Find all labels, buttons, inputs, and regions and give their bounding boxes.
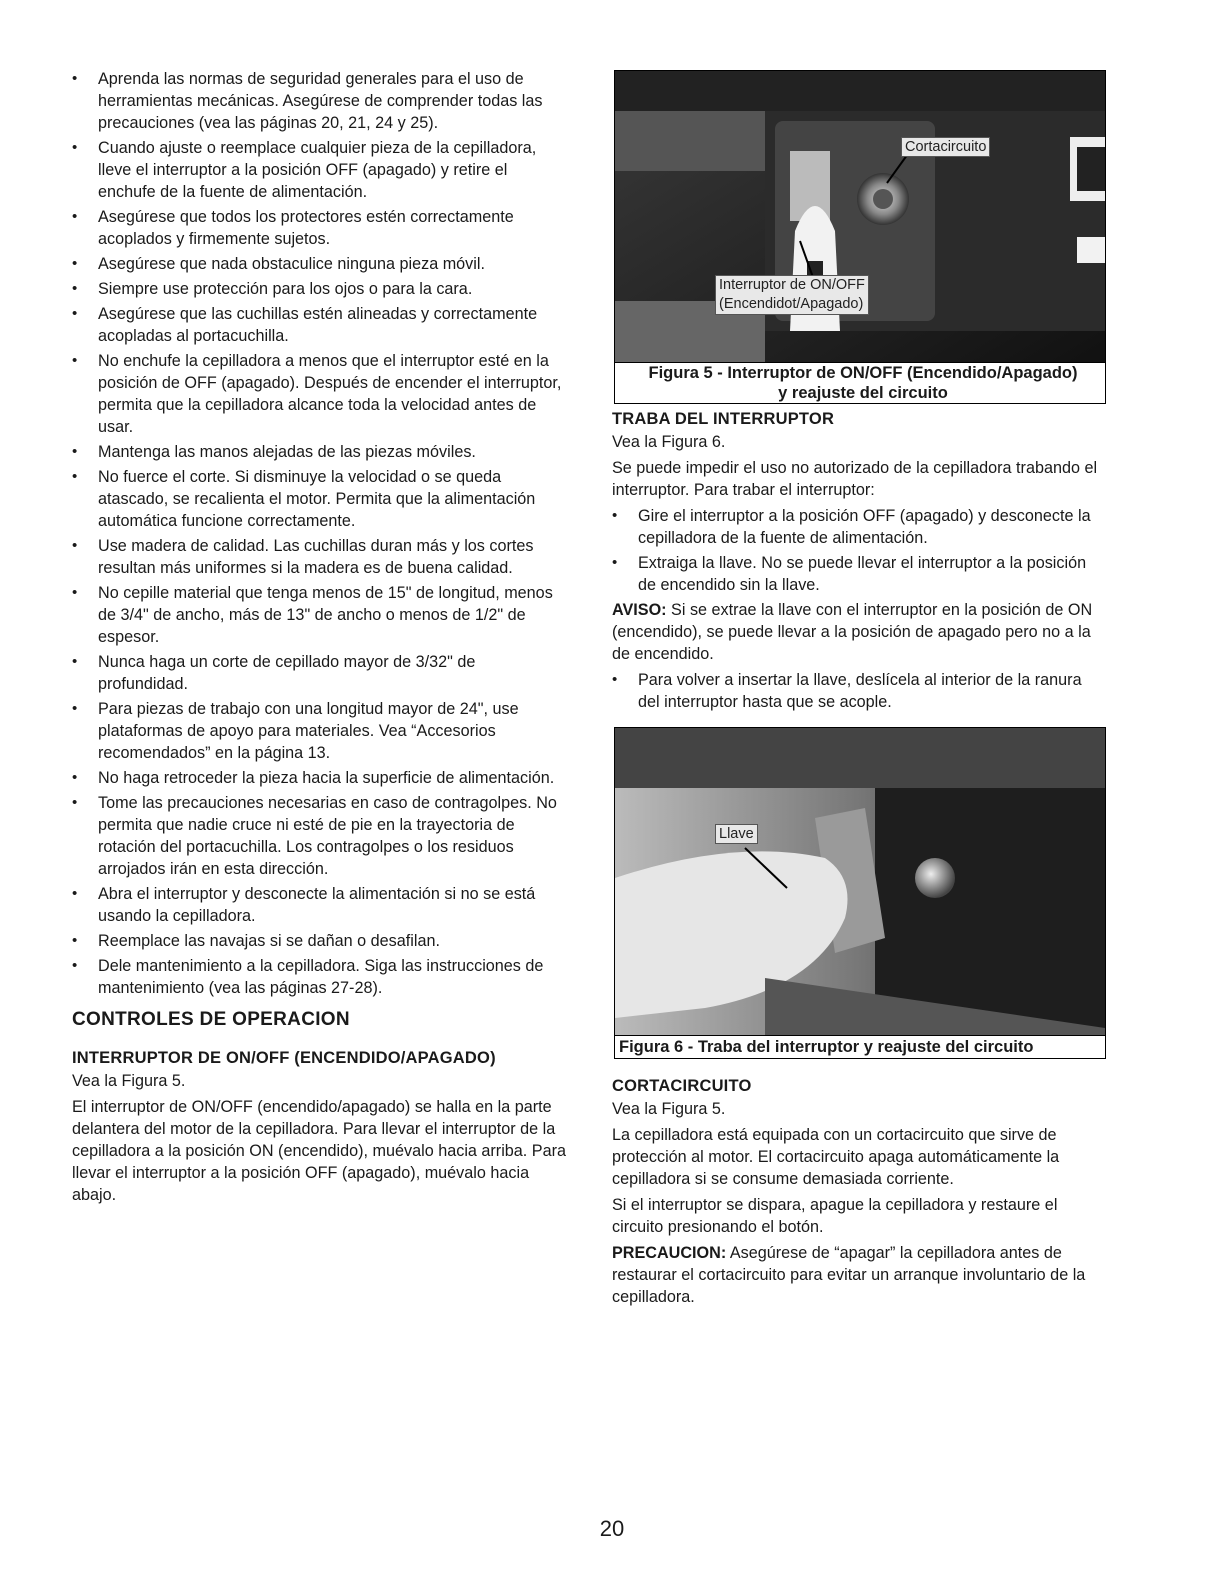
figure-5-caption-line-1: Figura 5 - Interruptor de ON/OFF (Encendido/Apagado) xyxy=(648,364,1078,382)
list-item: • Aprenda las normas de seguridad generales para el uso de herramientas mecánicas. Asegúrese de comprender todas las precauciones (vea las páginas 20, 21, 24 y 25). xyxy=(72,68,568,134)
switch-ref: Vea la Figura 5. xyxy=(72,1072,186,1090)
list-item: • Siempre use protección para los ojos o para la cara. xyxy=(72,278,568,300)
list-item: • Tome las precauciones necesarias en caso de contragolpes. No permita que nadie cruce ni esté de pie en la trayectoria de rotación del portacuchilla. Los contragolpes o los residuos arrojados irán en esta dirección. xyxy=(72,792,568,880)
lock-notice xyxy=(612,599,1107,665)
figure-5 xyxy=(614,70,1106,404)
list-item: • Extraiga la llave. No se puede llevar el interruptor a la posición de encendido sin la llave. xyxy=(612,552,1107,596)
figure-5-caption-line-2: y reajuste del circuito xyxy=(778,384,948,402)
list-item: • Asegúrese que todos los protectores estén correctamente acoplados y firmemente sujetos. xyxy=(72,206,568,250)
notice-label: AVISO: xyxy=(612,601,667,619)
list-item: • Use madera de calidad. Las cuchillas duran más y los cortes resultan más uniformes si la madera es de buena calidad. xyxy=(72,535,568,579)
page-number: 20 xyxy=(599,1516,625,1541)
list-item: • Reemplace las navajas si se dañan o desafilan. xyxy=(72,930,568,952)
lock-intro: Se puede impedir el uso no autorizado de la cepilladora trabando el interruptor. Para trabar el interruptor: xyxy=(612,459,1098,499)
list-item: • Cuando ajuste o reemplace cualquier pieza de la cepilladora, lleve el interruptor a la posición OFF (apagado) y retire el enchufe de la fuente de alimentación. xyxy=(72,137,568,203)
list-item: • No fuerce el corte. Si disminuye la velocidad o se queda atascado, se recalienta el motor. Permita que la alimentación automática funcione correctamente. xyxy=(72,466,568,532)
breaker-heading: CORTACIRCUITO xyxy=(612,1077,752,1095)
label-switch xyxy=(715,275,869,315)
list-item: • Mantenga las manos alejadas de las piezas móviles. xyxy=(72,441,568,463)
list-item: • Para volver a insertar la llave, deslícela al interior de la ranura del interruptor hasta que se acople. xyxy=(612,669,1107,713)
figure-6-photo xyxy=(615,728,1105,1036)
switch-heading: INTERRUPTOR DE ON/OFF (ENCENDIDO/APAGADO) xyxy=(72,1049,496,1067)
caution-label: PRECAUCION: xyxy=(612,1244,727,1262)
breaker-text-2: Si el interruptor se dispara, apague la cepilladora y restaure el circuito presionando el botón. xyxy=(612,1196,1058,1236)
figure-6 xyxy=(614,727,1106,1059)
label-switch-line-2: (Encendidot/Apagado) xyxy=(719,296,864,312)
list-item: • No haga retroceder la pieza hacia la superficie de alimentación. xyxy=(72,767,568,789)
list-item: • No cepille material que tenga menos de 15" de longitud, menos de 3/4" de ancho, más de 13" de ancho o menos de 1/2" de espesor. xyxy=(72,582,568,648)
figure-5-photo xyxy=(615,71,1105,363)
safety-list xyxy=(72,68,568,999)
lock-heading: TRABA DEL INTERRUPTOR xyxy=(612,410,835,428)
left-column xyxy=(72,68,568,1210)
list-item: • Asegúrese que nada obstaculice ninguna pieza móvil. xyxy=(72,253,568,275)
switch-text: El interruptor de ON/OFF (encendido/apagado) se halla en la parte delantera del motor de la cepilladora. Para llevar el interruptor de la cepilladora a la posición ON (encendido), muévalo hacia arriba. Para llevar el interruptor a la posición OFF (apagado), muévalo hacia abajo. xyxy=(72,1098,566,1204)
list-item: • Abra el interruptor y desconecte la alimentación si no se está usando la cepilladora. xyxy=(72,883,568,927)
section-title: CONTROLES DE OPERACION xyxy=(72,1009,350,1030)
list-item: • Asegúrese que las cuchillas estén alineadas y correctamente acopladas al portacuchilla. xyxy=(72,303,568,347)
label-breaker: Cortacircuito xyxy=(901,137,990,157)
label-key: Llave xyxy=(715,824,758,844)
lock-ref: Vea la Figura 6. xyxy=(612,433,726,451)
breaker-ref: Vea la Figura 5. xyxy=(612,1100,726,1118)
caution-text: Asegúrese de “apagar” la cepilladora antes de restaurar el cortacircuito para evitar un arranque involuntario de la cepilladora. xyxy=(612,1244,1086,1306)
notice-text: Si se extrae la llave con el interruptor en la posición de ON (encendido), se puede llevar a la posición de apagado pero no a la de encendido. xyxy=(612,601,1093,663)
lock-list xyxy=(612,505,1107,596)
breaker-text-1: La cepilladora está equipada con un cortacircuito que sirve de protección al motor. El cortacircuito apaga automáticamente la cepilladora si se consume demasiada corriente. xyxy=(612,1126,1060,1188)
list-item: • Para piezas de trabajo con una longitud mayor de 24", use plataformas de apoyo para materiales. Vea “Accesorios recomendados” en la página 13. xyxy=(72,698,568,764)
list-item: • No enchufe la cepilladora a menos que el interruptor esté en la posición de OFF (apagado). Después de encender el interruptor, permita que la cepilladora alcance toda la velocidad antes de usar. xyxy=(72,350,568,438)
list-item: • Nunca haga un corte de cepillado mayor de 3/32" de profundidad. xyxy=(72,651,568,695)
list-item: • Dele mantenimiento a la cepilladora. Siga las instrucciones de mantenimiento (vea las páginas 27-28). xyxy=(72,955,568,999)
breaker-caution xyxy=(612,1242,1107,1308)
figure-5-caption xyxy=(615,362,1105,403)
figure-6-caption: Figura 6 - Traba del interruptor y reajuste del circuito xyxy=(615,1035,1105,1058)
list-item: • Gire el interruptor a la posición OFF (apagado) y desconecte la cepilladora de la fuente de alimentación. xyxy=(612,505,1107,549)
lock-list-2 xyxy=(612,669,1107,713)
right-column xyxy=(612,68,1107,1312)
label-switch-line-1: Interruptor de ON/OFF xyxy=(719,277,865,293)
